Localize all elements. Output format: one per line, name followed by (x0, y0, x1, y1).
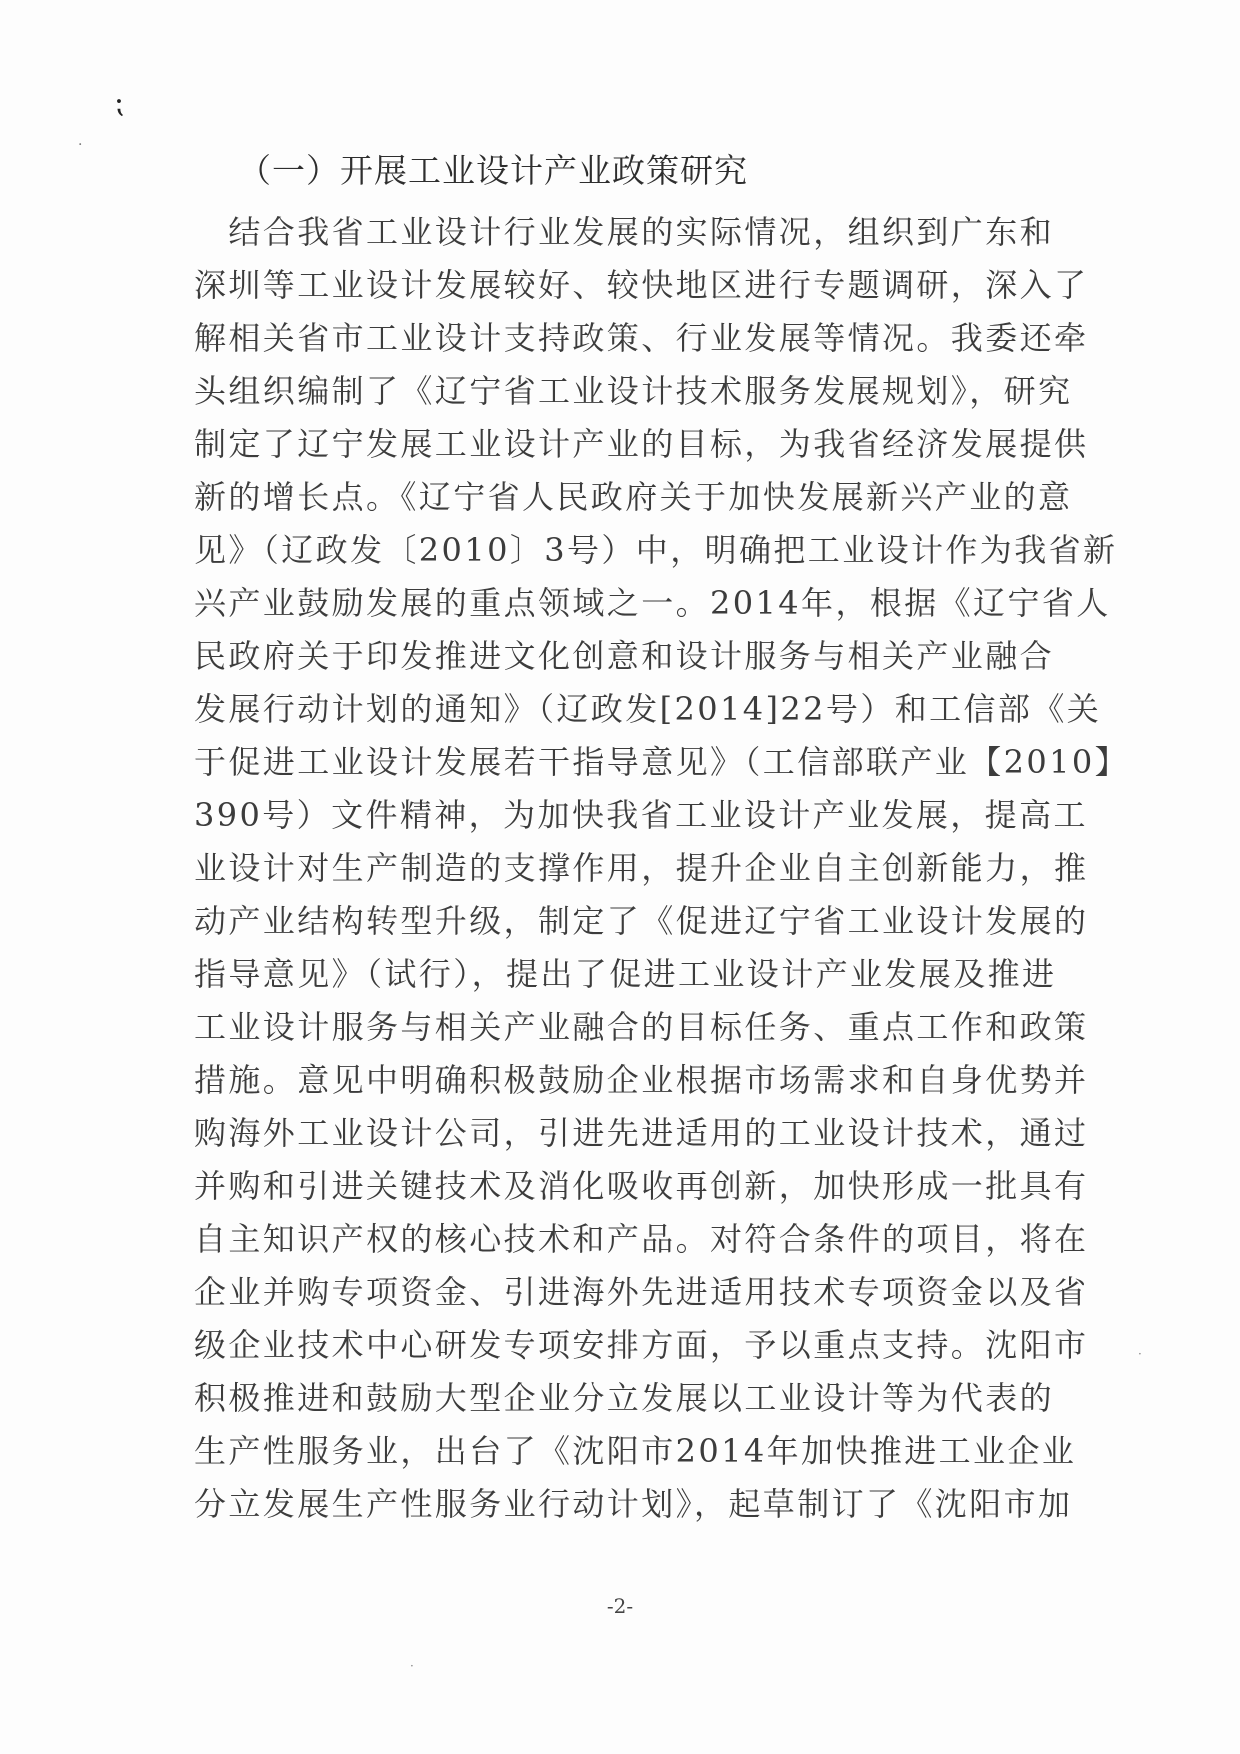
body-line: 并购和引进关键技术及消化吸收再创新，加快形成一批具有 (194, 1167, 1089, 1205)
body-line: 自主知识产权的核心技术和产品。对符合条件的项目，将在 (194, 1220, 1089, 1258)
body-line: 动产业结构转型升级，制定了《促进辽宁省工业设计发展的 (194, 902, 1089, 940)
body-line: 分立发展生产性服务业行动计划》，起草制订了《沈阳市加 (194, 1485, 1073, 1523)
body-line: 级企业技术中心研发专项安排方面，予以重点支持。沈阳市 (194, 1326, 1089, 1364)
body-line: 于促进工业设计发展若干指导意见》（工信部联产业【2010】 (194, 743, 1130, 781)
body-line: 390号）文件精神，为加快我省工业设计产业发展，提高工 (194, 796, 1088, 834)
scan-artifact-mark: ⁏ (114, 85, 125, 120)
body-line: 积极推进和鼓励大型企业分立发展以工业设计等为代表的 (194, 1379, 1055, 1417)
body-line: 工业设计服务与相关产业融合的目标任务、重点工作和政策 (194, 1008, 1089, 1046)
body-line: 新的增长点。《辽宁省人民政府关于加快发展新兴产业的意 (194, 478, 1073, 516)
body-line: 见》（辽政发〔2010〕3号）中，明确把工业设计作为我省新 (194, 531, 1118, 569)
body-line: 结合我省工业设计行业发展的实际情况，组织到广东和 (194, 213, 1055, 251)
body-line: 深圳等工业设计发展较好、较快地区进行专题调研，深入了 (194, 266, 1089, 304)
body-line: 生产性服务业，出台了《沈阳市2014年加快推进工业企业 (194, 1432, 1077, 1470)
body-line: 制定了辽宁发展工业设计产业的目标，为我省经济发展提供 (194, 425, 1089, 463)
body-line: 发展行动计划的通知》（辽政发[2014]22号）和工信部《关 (194, 690, 1102, 728)
scan-artifact-dot: · (78, 137, 83, 153)
body-line: 企业并购专项资金、引进海外先进适用技术专项资金以及省 (194, 1273, 1089, 1311)
body-line: 兴产业鼓励发展的重点领域之一。2014年，根据《辽宁省人 (194, 584, 1111, 622)
body-line: 购海外工业设计公司，引进先进适用的工业设计技术，通过 (194, 1114, 1089, 1152)
body-line: 指导意见》（试行），提出了促进工业设计产业发展及推进 (194, 955, 1057, 993)
scan-artifact-dot: · (410, 1659, 414, 1673)
body-paragraph (194, 206, 1130, 1531)
scan-artifact-dot: · (1138, 1347, 1142, 1361)
section-heading: （一）开展工业设计产业政策研究 (238, 151, 748, 190)
body-line: 民政府关于印发推进文化创意和设计服务与相关产业融合 (194, 637, 1055, 675)
body-line: 解相关省市工业设计支持政策、行业发展等情况。我委还牵 (194, 319, 1089, 357)
body-line: 头组织编制了《辽宁省工业设计技术服务发展规划》，研究 (194, 372, 1073, 410)
body-line: 措施。意见中明确积极鼓励企业根据市场需求和自身优势并 (194, 1061, 1089, 1099)
body-line: 业设计对生产制造的支撑作用，提升企业自主创新能力，推 (194, 849, 1089, 887)
page-number: -2- (606, 1594, 634, 1618)
